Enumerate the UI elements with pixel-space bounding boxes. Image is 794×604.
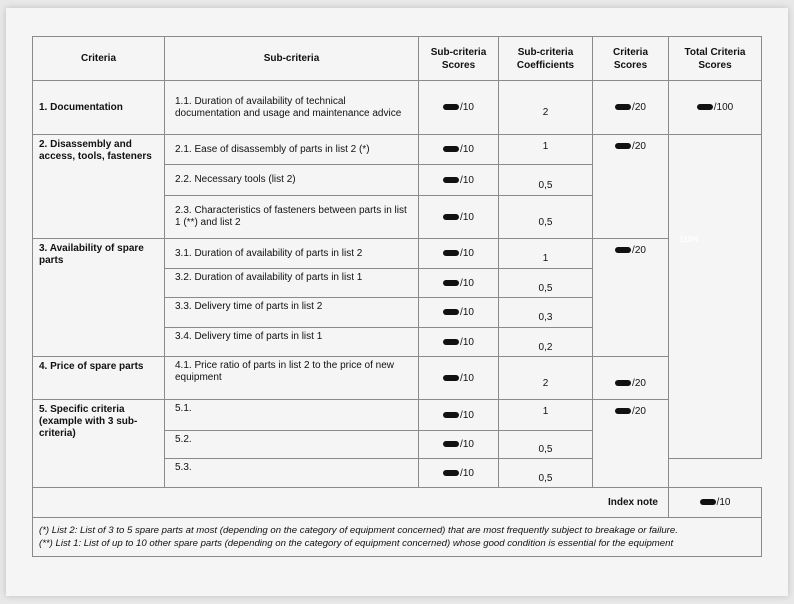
redacted-mark	[443, 412, 459, 418]
sub-criteria-cell: 5.1.	[165, 400, 419, 431]
footnote-row	[33, 518, 762, 557]
criteria-score-cell: /20	[593, 81, 669, 135]
criteria-score-cell: /20	[593, 135, 669, 239]
redacted-mark	[443, 177, 459, 183]
sub-criteria-cell: 3.4. Delivery time of parts in list 1	[165, 328, 419, 357]
header-sub-scores: Sub-criteria Scores	[419, 37, 499, 81]
sub-criteria-cell: 2.2. Necessary tools (list 2)	[165, 165, 419, 196]
sub-criteria-cell: 4.1. Price ratio of parts in list 2 to the price of new equipment	[165, 357, 419, 400]
index-note-label: Index note	[33, 488, 669, 518]
header-criteria: Criteria	[33, 37, 165, 81]
redacted-mark	[443, 309, 459, 315]
table-row	[33, 135, 762, 165]
table-row	[33, 81, 762, 135]
sub-score-cell: /10	[419, 81, 499, 135]
coefficient-cell: 2	[499, 357, 593, 400]
coefficient-cell: 1	[499, 239, 593, 269]
redacted-mark	[443, 214, 459, 220]
table-row	[33, 239, 762, 269]
coefficient-cell: 0,5	[499, 431, 593, 459]
sub-criteria-cell: 5.2.	[165, 431, 419, 459]
table-row	[33, 357, 762, 400]
header-criteria-scores: Criteria Scores	[593, 37, 669, 81]
sub-criteria-cell: 2.1. Ease of disassembly of parts in list 2 (*)	[165, 135, 419, 165]
sub-score-cell: /10	[419, 165, 499, 196]
sub-score-cell: /10	[419, 431, 499, 459]
header-sub-criteria: Sub-criteria	[165, 37, 419, 81]
criteria-score-cell: /20	[593, 357, 669, 400]
redacted-mark	[615, 247, 631, 253]
coefficient-cell: 0,3	[499, 298, 593, 328]
criteria-cell: 2. Disassembly and access, tools, fasteners	[33, 135, 165, 239]
redacted-mark	[443, 146, 459, 152]
sub-score-cell: /10	[419, 459, 499, 488]
table-row	[33, 400, 762, 431]
sub-score-cell: /10	[419, 196, 499, 239]
coefficient-cell: 0,5	[499, 459, 593, 488]
criteria-cell: 4. Price of spare parts	[33, 357, 165, 400]
header-row	[33, 37, 762, 81]
sub-criteria-cell: 5.3.	[165, 459, 419, 488]
sub-criteria-cell: 3.3. Delivery time of parts in list 2	[165, 298, 419, 328]
redacted-mark	[443, 280, 459, 286]
sub-score-cell: /10	[419, 298, 499, 328]
redacted-mark	[697, 104, 713, 110]
sub-score-cell: /10	[419, 357, 499, 400]
redacted-mark	[615, 104, 631, 110]
redacted-mark	[443, 104, 459, 110]
redacted-mark	[700, 499, 716, 505]
redacted-mark	[443, 470, 459, 476]
hidden-total-value: 110%	[679, 235, 700, 244]
redacted-mark	[615, 380, 631, 386]
sub-criteria-cell: 2.3. Characteristics of fasteners between parts in list 1 (**) and list 2	[165, 196, 419, 239]
redacted-mark	[443, 441, 459, 447]
redacted-mark	[443, 250, 459, 256]
redacted-mark	[443, 375, 459, 381]
footnotes	[33, 518, 762, 557]
sub-criteria-cell: 3.2. Duration of availability of parts in list 1	[165, 269, 419, 298]
coefficient-cell: 0,2	[499, 328, 593, 357]
footnote-list-2: (*) List 2: List of 3 to 5 spare parts at most (depending on the category of equipment concerned) that are most frequently subject to breakage or failure.	[39, 525, 678, 536]
sub-score-cell: /10	[419, 239, 499, 269]
coefficient-cell: 0,5	[499, 269, 593, 298]
sub-score-cell: /10	[419, 328, 499, 357]
criteria-score-cell: /20	[593, 400, 669, 488]
sub-score-cell: /10	[419, 269, 499, 298]
coefficient-cell: 0,5	[499, 165, 593, 196]
coefficient-cell: 2	[499, 81, 593, 135]
header-sub-coefficients: Sub-criteria Coefficients	[499, 37, 593, 81]
repairability-table	[32, 36, 762, 557]
criteria-cell: 3. Availability of spare parts	[33, 239, 165, 357]
redacted-mark	[615, 408, 631, 414]
coefficient-cell: 1	[499, 135, 593, 165]
criteria-score-cell: /20	[593, 239, 669, 357]
sub-criteria-cell: 1.1. Duration of availability of technical documentation and usage and maintenance advice	[165, 81, 419, 135]
sub-score-cell: /10	[419, 400, 499, 431]
criteria-cell: 1. Documentation	[33, 81, 165, 135]
index-note-row	[33, 488, 762, 518]
merged-total-cell	[669, 135, 762, 459]
document-page	[6, 8, 788, 596]
coefficient-cell: 1	[499, 400, 593, 431]
criteria-cell: 5. Specific criteria (example with 3 sub-criteria)	[33, 400, 165, 488]
coefficient-cell: 0,5	[499, 196, 593, 239]
redacted-mark	[443, 339, 459, 345]
index-note-score: /10	[669, 488, 762, 518]
sub-score-cell: /10	[419, 135, 499, 165]
total-score-cell: /100	[669, 81, 762, 135]
header-total-scores: Total Criteria Scores	[669, 37, 762, 81]
sub-criteria-cell: 3.1. Duration of availability of parts in list 2	[165, 239, 419, 269]
footnote-list-1: (**) List 1: List of up to 10 other spare parts (depending on the category of equipment concerned) whose good condition is essential for the equipment	[39, 538, 674, 549]
redacted-mark	[615, 143, 631, 149]
